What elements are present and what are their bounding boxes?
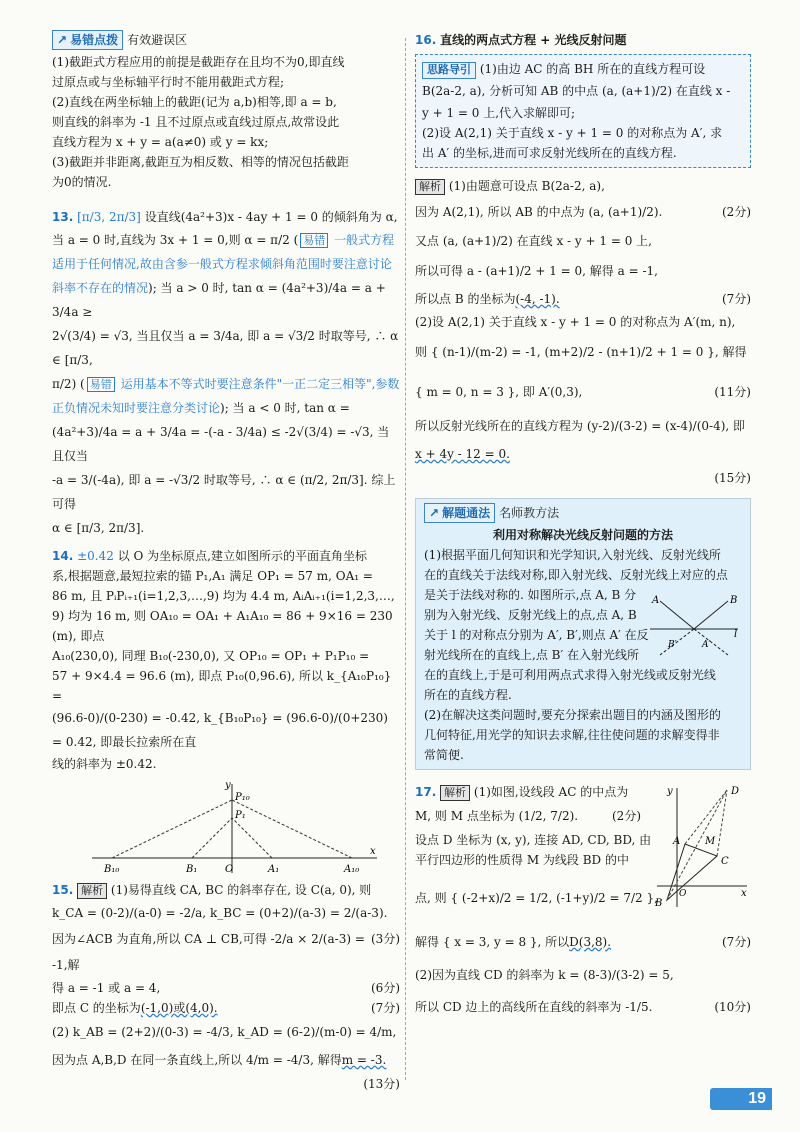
answer-underlined: (-4, -1). — [515, 292, 560, 306]
score: (15分) — [714, 471, 751, 485]
method-line: 别为入射光线、反射光线上的点,点 A, B — [424, 608, 637, 622]
solution-line: 以 O 为坐标原点,建立如图所示的平面直角坐标 — [117, 549, 367, 563]
score: (2分) — [722, 205, 751, 219]
analysis-tag: 解析 — [440, 785, 470, 801]
fig-label: A₁ — [268, 864, 280, 875]
solution-line: M, 则 M 点坐标为 (1/2, 7/2). — [415, 809, 579, 823]
method-figure-wrap — [424, 585, 742, 665]
fig-label: x — [370, 846, 376, 857]
solution-line: 平行四边形的性质得 M 为线段 BD 的中 — [415, 853, 629, 867]
solution-line: 9) 均为 16 m, 则 OA₁₀ = OA₁ + A₁A₁₀ = 86 + 9×16 = 230 (m), 即点 — [52, 609, 393, 643]
question-16 — [415, 30, 751, 488]
method-title: 利用对称解决光线反射问题的方法 — [492, 528, 673, 542]
fig-label: A — [652, 595, 660, 606]
solution-line: α ∈ [π/3, 2π/3]. — [52, 521, 145, 535]
solution-line: 所以点 B 的坐标为 — [415, 292, 516, 306]
solution-line: 点, 则 { (-2+x)/2 = 1/2, (-1+y)/2 = 7/2 }, — [415, 891, 658, 905]
score: (7分) — [371, 1001, 400, 1015]
solution-line: (96.6-0)/(0-230) = -0.42, k_{B₁₀P₁₀} = (96.6-0)/(0+230) = 0.42, 即最长拉索所在直 — [52, 711, 388, 749]
method-line: 关于 l 的对称点分别为 A′, B′,则点 A′ 在反 — [424, 628, 649, 642]
segment-cd — [717, 790, 727, 856]
solution-line: 设点 D 坐标为 (x, y), 连接 AD, CD, BD, 由 — [415, 833, 652, 847]
incident-ray — [660, 601, 694, 629]
solution-line: 因为∠ACB 为直角,所以 CA ⊥ CB,可得 -2/a × 2/(a-3) = -1,解 — [52, 932, 365, 972]
tips-line: 直线方程为 x + y = a(a≠0) 或 y = kx; — [52, 135, 269, 149]
answer-underlined: (-1,0)或(4,0). — [140, 1001, 218, 1015]
score: (6分) — [371, 981, 400, 995]
fig-label: A₁₀ — [344, 864, 360, 875]
question-14 — [52, 546, 400, 878]
solution-line: (2)因为直线 CD 的斜率为 k = (8-3)/(3-2) = 5, — [415, 968, 674, 982]
solution-line: (1)由题意可设点 B(2a-2, a), — [448, 179, 605, 193]
question-number: 14. — [52, 549, 74, 563]
solution-line: (2) k_AB = (2+2)/(0-3) = -4/3, k_AD = (6-2)/(m-0) = 4/m, — [52, 1025, 397, 1039]
solution-line: 系,根据题意,最短拉索的锚 P₁,A₁ 满足 OP₁ = 57 m, OA₁ = — [52, 569, 373, 583]
solution-line: 所以 CD 边上的高线所在直线的斜率为 -1/5. — [415, 1000, 653, 1014]
fig-label: B′ — [668, 640, 677, 650]
guide-line: (2)设 A(2,1) 关于直线 x - y + 1 = 0 的对称点为 A′, 求 — [422, 126, 723, 140]
question-title: 直线的两点式方程 + 光线反射问题 — [440, 33, 627, 47]
fig-label: P₁₀ — [235, 792, 250, 803]
solution-line: 得 a = -1 或 a = 4, — [52, 981, 161, 995]
fig-label: P₁ — [235, 810, 246, 821]
solution-line: 线的斜率为 ±0.42. — [52, 757, 157, 771]
tips-line: 则直线的斜率为 -1 且不过原点或直线过原点,故常设此 — [52, 115, 340, 129]
triangle-abc — [667, 844, 717, 900]
guide-line: 出 A′ 的坐标,进而可求反射光线所在的直线方程. — [422, 146, 677, 160]
method-line: (1)根据平面几何知识和光学知识,入射光线、反射光线所 — [424, 548, 721, 562]
solution-line: 2√(3/4) = √3, 当且仅当 a = 3/4a, 即 a = √3/2 时取等号, ∴ α ∈ [π/3, — [52, 329, 399, 367]
solution-line: 则 { (n-1)/(m-2) = -1, (m+2)/2 - (n+1)/2 + 1 = 0 }, 解得 { m = 0, n = 3 }, 即 A′(0,3), — [415, 345, 747, 399]
answer: ±0.42 — [77, 549, 114, 563]
guide-tag: 思路导引 — [422, 62, 476, 79]
solution-line: -a = 3/(-4a), 即 a = -√3/2 时取等号, ∴ α ∈ (π/2, 2π/3]. 综上可得 — [52, 473, 396, 511]
method-line: 在的直线关于法线对称,即入射光线、反射光线上对应的点 — [424, 568, 728, 582]
tips-line: (1)截距式方程应用的前提是截距存在且均不为0,即直线 — [52, 55, 345, 69]
error-tag: 易错 — [87, 377, 115, 392]
solution-line: ); 当 a < 0 时, tan α = — [220, 401, 350, 415]
score: (3分) — [371, 932, 400, 946]
trend-icon: ↗ — [429, 506, 440, 520]
fig-label: O — [225, 864, 234, 875]
cable-b1 — [192, 818, 232, 858]
score: (7分) — [722, 292, 751, 306]
method-line: 射光线所在的直线上,点 B′ 在入射光线所 — [424, 648, 639, 662]
fig-label: B — [655, 898, 663, 909]
question-number: 15. — [52, 883, 74, 897]
method-line: (2)在解决这类问题时,要充分探索出题目的内涵及图形的 — [424, 708, 721, 722]
analysis-tag: 解析 — [415, 179, 445, 195]
tips-line: 过原点或与坐标轴平行时不能用截距式方程; — [52, 75, 285, 89]
question-number: 16. — [415, 33, 437, 47]
solution-line: π/2) ( — [52, 377, 85, 391]
fig-label: l — [734, 629, 738, 640]
score: (7分) — [722, 935, 751, 949]
guide-box — [415, 54, 751, 168]
solution-line: 解得 { x = 3, y = 8 }, 所以 — [415, 935, 570, 949]
solution-line: (2)设 A(2,1) 关于直线 x - y + 1 = 0 的对称点为 A′(m, n), — [415, 315, 736, 329]
fig-label: O — [679, 889, 687, 899]
solution-line: (1)如图,设线段 AC 的中点为 — [473, 785, 629, 799]
fig-label: M — [705, 836, 716, 847]
fig-label: B₁₀ — [104, 864, 120, 875]
error-note: 一般式方程适用于任何情况,故由含参一般式方程求倾斜角范围时要注意讨论斜率不存在的情况 — [52, 233, 395, 295]
left-column — [52, 30, 400, 1094]
answer-underlined: D(3,8). — [569, 935, 612, 949]
fig-label: C — [721, 856, 729, 867]
tips-header — [52, 30, 400, 50]
fig-label: B — [730, 595, 738, 606]
method-box — [415, 498, 751, 770]
solution-line: 86 m, 且 PᵢPᵢ₊₁(i=1,2,3,…,9) 均为 4.4 m, AᵢAᵢ₊₁(i=1,2,3,…, — [52, 589, 395, 603]
cable-b10 — [112, 800, 232, 858]
fig-label: y — [225, 780, 231, 791]
solution-line: 因为 A(2,1), 所以 AB 的中点为 (a, (a+1)/2). — [415, 205, 663, 219]
fig-label: A — [673, 836, 681, 847]
tips-tag: ↗ 易错点拨 — [52, 30, 123, 50]
solution-line: 当 a = 0 时,直线为 3x + 1 = 0,则 α = π/2 — [52, 233, 290, 247]
solution-line: 57 + 9×4.4 = 96.6 (m), 即点 P₁₀(0,96.6), 所以 k_{A₁₀P₁₀} = — [52, 669, 392, 703]
method-line: 常简便. — [424, 748, 464, 762]
score: (13分) — [363, 1077, 400, 1091]
column-divider — [405, 38, 406, 1080]
reflected-ray — [694, 601, 728, 629]
question-15 — [52, 880, 400, 1094]
method-line: 是关于法线对称的. 如图所示,点 A, B 分 — [424, 588, 637, 602]
score: (11分) — [714, 385, 751, 399]
error-tag: 易错 — [300, 233, 328, 248]
answer-underlined: m = -3. — [341, 1053, 387, 1067]
tips-line: (3)截距并非距离,截距互为相反数、相等的情况包括截距 — [52, 155, 349, 169]
right-column — [415, 30, 751, 1022]
method-line: 几何特征,用光学的知识去求解,往往使问题的求解变得非 — [424, 728, 720, 742]
question-13: 13. [π/3, 2π/3] 设直线(4a²+3)x - 4ay + 1 = 0 的倾斜角为 α, 当 a = 0 时,直线为 3x + 1 = 0,则 α = π/2 ( 易错 一般式方程适用于任何情况,故由含参一般式方程求倾斜角范围时要注意讨论斜率不存在的情况); 当 a > 0 时, tan α = (4a²+3)/4a = a + 3/4a ≥ 2√(3/4) = √3, 当且仅当 a = 3/4a, 即 a = √3/2 时取等号, ∴ α ∈ [π/3, π/2) ( 易错 运用基本不等式时要注意条件"一正二定三相等",参数正负情况未知时要注意分类讨论); 当 a < 0 时, tan α = (4a²+3)/4a = a + 3/4a = -(-a - 3/4a) ≤ -2√(3/4) = -√3, 当且仅当 -a = 3/(-4a), 即 a = -√3/2 时取等号, ∴ α ∈ (π/2, 2π/3]. 综上可得 α ∈ [π/3, 2π/3]. — [52, 206, 400, 540]
tips-line: 为0的情况. — [52, 175, 112, 189]
cable-a1 — [232, 818, 272, 858]
cable-figure — [82, 778, 382, 878]
solution-line: (1)易得直线 CA, BC 的斜率存在, 设 C(a, 0), 则 — [110, 883, 372, 897]
cable-a10 — [232, 800, 352, 858]
fig-label: A′ — [702, 640, 711, 650]
answer: [π/3, 2π/3] — [77, 210, 141, 224]
question-17 — [415, 782, 751, 1022]
tips-line: (2)直线在两坐标轴上的截距(记为 a,b)相等,即 a = b, — [52, 95, 337, 109]
solution-line: 即点 C 的坐标为 — [52, 1001, 141, 1015]
solution-line: A₁₀(230,0), 同理 B₁₀(-230,0), 又 OP₁₀ = OP₁ + P₁P₁₀ = — [52, 649, 370, 663]
tips-body — [52, 52, 400, 192]
dashed-extension — [660, 629, 694, 655]
solution-line: 设直线(4a²+3)x - 4ay + 1 = 0 的倾斜角为 α, — [144, 210, 398, 224]
score: (2分) — [612, 809, 641, 823]
question-number: 17. — [415, 785, 437, 799]
solution-line: ); 当 a > 0 时, tan α = (4a²+3)/4a = a + 3/4a ≥ — [52, 281, 386, 319]
fig-label: x — [741, 888, 747, 899]
solution-line: 所以可得 a - (a+1)/2 + 1 = 0, 解得 a = -1, — [415, 264, 658, 278]
score: (10分) — [714, 1000, 751, 1014]
solution-line: 因为点 A,B,D 在同一条直线上,所以 4/m = -4/3, 解得 — [52, 1053, 342, 1067]
error-note: 运用基本不等式时要注意条件"一正二定三相等",参数正负情况未知时要注意分类讨论 — [52, 377, 400, 415]
solution-line: 所以反射光线所在的直线方程为 (y-2)/(3-2) = (x-4)/(0-4), 即 — [415, 419, 746, 433]
fig-label: y — [667, 786, 673, 797]
method-header — [424, 503, 742, 523]
parallelogram-figure — [647, 782, 751, 912]
analysis-tag: 解析 — [77, 883, 107, 899]
page-number: 19 — [710, 1088, 772, 1110]
fig-label: B₁ — [186, 864, 198, 875]
reflection-figure — [646, 585, 742, 657]
solution-line: (4a²+3)/4a = a + 3/4a = -(-a - 3/4a) ≤ -2√(3/4) = -√3, 当且仅当 — [52, 425, 390, 463]
guide-line: y + 1 = 0 上,代入求解即可; — [422, 106, 576, 120]
method-line: 所在的直线方程. — [424, 688, 512, 702]
guide-line: (1)由边 AC 的高 BH 所在的直线方程可设 — [479, 62, 706, 76]
trend-icon: ↗ — [57, 33, 68, 47]
dashed-extension — [694, 629, 728, 655]
guide-line: B(2a-2, a), 分析可知 AB 的中点 (a, (a+1)/2) 在直线 x - — [422, 84, 731, 98]
method-line: 在的直线上,于是可利用两点式求得入射光线或反射光线 — [424, 668, 716, 682]
fig-label: D — [731, 786, 740, 797]
method-subtitle: 名师教方法 — [499, 506, 560, 520]
solution-line: k_CA = (0-2)/(a-0) = -2/a, k_BC = (0+2)/(a-3) = 2/(a-3). — [52, 906, 388, 920]
solution-line: 又点 (a, (a+1)/2) 在直线 x - y + 1 = 0 上, — [415, 234, 652, 248]
answer-underlined: x + 4y - 12 = 0. — [415, 447, 510, 461]
question-number: 13. — [52, 210, 74, 224]
tips-subtitle: 有效避误区 — [127, 33, 188, 47]
method-tag: ↗ 解题通法 — [424, 503, 495, 523]
